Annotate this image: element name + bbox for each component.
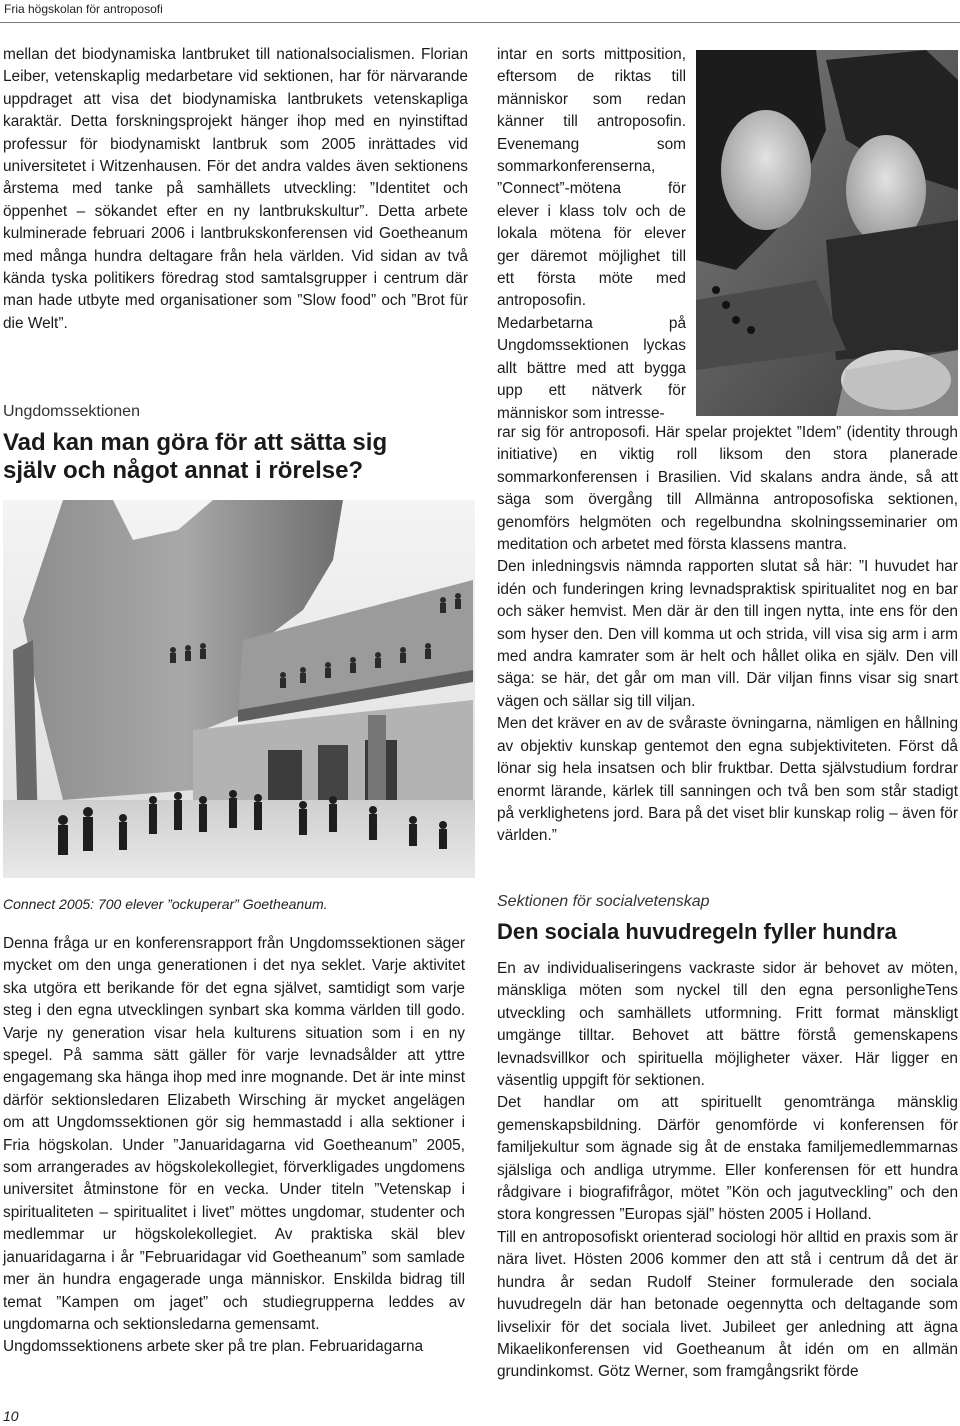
paragraph: rar sig för antroposofi. Här spelar projektet ”Idem” (identity through initiative) en viktig roll liksom den stora planerade sommarkonferensen i Brasilien. Vid skalans andra ände, så att säga som övergång till Allmänna antroposofiska sektionen, genomförs helgmöten och regelbundna skolningsseminarier om meditation och arbetet med första klassens mantra. [497, 424, 958, 554]
paragraph: mellan det biodynamiska lantbruket till nationalsocialismen. Florian Leiber, vetenskaplig medarbetare vid sektionen, har för närvarande uppdraget att visa det biodynamiska lantbrukets vetenskapliga karaktär. Detta forskningsprojekt hänger ihop med en nyinstiftad professur för biodynamiskt lantbruk som 2005 inrättades vid universitetet i Witzenhausen. För det andra valdes även sektionens årstema med tanke på samhällets utveckling: ”Identitet och öppenhet – sökandet efter en ny lantbrukskultur”. Detta arbete kulminerade februari 2006 i lantbrukskonferensen vid Goetheanum med många hundra deltagare från hela världen. Vid sidan av två kända tyska politikers föredrag stod samtalsgrupper i centrum där man hade utbyte med organisationer som ”Slow food” och ”Brot für die Welt”. [3, 46, 468, 332]
left-top-column [3, 44, 468, 335]
paragraph: Men det kräver en av de svåraste övningarna, nämligen en hållning av objektiv kunskap gentemot den egna subjektiviteten. Först då lönar sig hela insatsen och blir fruktbar. Detta självstudium fordrar enormt lärande, kärlek till sanningen och två ben som står stadigt på verklighetens jord. Bara på det viset blir kunskap rolig – även för världen.” [497, 715, 958, 845]
paragraph: En av individualiseringens vackraste sidor är behovet av möten, mänskliga möten som nyckel till den egna personligheTens utveckling och samhällets utformning. Fritt format mänskligt umgänge tilltar. Behovet att bättre förstå gemenskapens levnadsvillkor och spirituella möjligheter växer. Här ligger en väsentlig uppgift för sektionen. [497, 960, 958, 1090]
paragraph: Det handlar om att spirituellt genomtränga mänsklig gemenskapsbildning. Därför genomförde vi konferensen för familjekultur som ägnade sig åt de enstaka familjemedlemmarnas själsliga och andliga utrymme. Eller konferensen för ett hundra rådgivare i biografifrågor, mötet ”Kön och jagutveckling” och den stora kongressen ”Europas själ” hösten 2005 i Holland. [497, 1094, 958, 1224]
page-number: 10 [3, 1408, 19, 1424]
left-bottom-column [3, 933, 465, 1359]
section-label-ungdomssektionen: Ungdomssektionen [3, 403, 140, 420]
section-label-socialvetenskap: Sektionen för socialvetenskap [497, 893, 710, 910]
goetheanum-photo-illustration [3, 500, 475, 878]
photo-goetheanum-students [3, 500, 475, 878]
paragraph: intar en sorts mittposition, eftersom de riktas till människor som redan känner till antroposofin. Evenemang som sommarkonferenserna, ”Connect”-mötena för elever i klass tolv och de lokala mötena för elever ger däremot möjlighet till ett första möte med antroposofin. Medarbetarna på Ungdomssektionen lyckas allt bättre med att bygga upp ett nätverk för människor som intresse- [497, 46, 686, 422]
paragraph: Till en antroposofiskt orienterad sociologi hör alltid en praxis som är nära livet. Hösten 2006 kommer den att stå i centrum då det är hundra år sedan Rudolf Steiner formulerade den sociala huvudregeln där han betonade oegennytta och deltagande som livselixir för det sociala livet. Jubileet ger anledning att ägna Mikaelikonferensen vid Goetheanum åt idén om en allmän grundinkomst. Götz Werner, som framgångsrikt förde [497, 1228, 958, 1381]
section-headline-social: Den sociala huvudregeln fyller hundra [497, 919, 897, 944]
paragraph: Den inledningsvis nämnda rapporten slutat så här: ”I huvudet har idén och funderingen kring levnadspraktisk spiritualitet nog en bar och säker hemvist. Men där är den till ingen nytta, inte ens för den som hyser den. Den vill komma ut och strida, vill visa sig arm i arm med andra kamrater som är helt och hållet olika en själv. Den vill säga: se här, det går om man vill. Där viljan finns visar sig snart vägen och sällar sig till viljan. [497, 558, 958, 710]
photo-young-people [696, 50, 958, 416]
right-bottom-column [497, 958, 958, 1384]
paragraph: Denna fråga ur en konferensrapport från Ungdomssektionen säger mycket om den unga generationen i det nya seklet. Varje aktivitet ska utgöra ett berikande för det egna självet, samtidigt som varje steg i den egna utvecklingen synbart ska komma världen till godo. Varje ny generation visar hela kulturens situation som i en ny spegel. På samma sätt gäller för varje levnadsålder att yttre engagemang ska hänga ihop med inre mognande. Det är inte minst därför sektionsledaren Elizabeth Wirsching är mycket angelägen om att Ungdomssektionen gör sig hemmastadd i alla sektioner i Fria högskolan. Under ”Januaridagarna vid Goetheanum” 2005, som arrangerades av högskolekollegiet, förverkligades ungdomens universitet åtminstone för en vecka. Under titeln ”Vetenskap i spiritualiteten – spiritualitet i livet” möttes ungdomar, studenter och medlemmar ur högskolekollegiet. Av praktiska skäl blev januaridagarna i år ”Februaridagar vid Goetheanum” som samlade mer än hundra engagerade unga människor. Enskilda bidrag till temat ”Kampen om jaget” och studiegrupperna leddes av ungdomarna och sektionsledarna gemensamt. [3, 935, 465, 1333]
paragraph: Ungdomssektionens arbete sker på tre plan. Februaridagarna [3, 1338, 424, 1356]
running-header [0, 0, 960, 23]
photo-caption: Connect 2005: 700 elever ”ockuperar” Goetheanum. [3, 896, 328, 912]
young-people-photo-illustration [696, 50, 958, 416]
right-top-column [497, 422, 958, 848]
right-narrow-column [497, 44, 686, 425]
running-header-title: Fria högskolan för antroposofi [4, 2, 163, 16]
section-headline-ungdom: Vad kan man göra för att sätta sig själv och något annat i rörelse? [3, 429, 388, 484]
